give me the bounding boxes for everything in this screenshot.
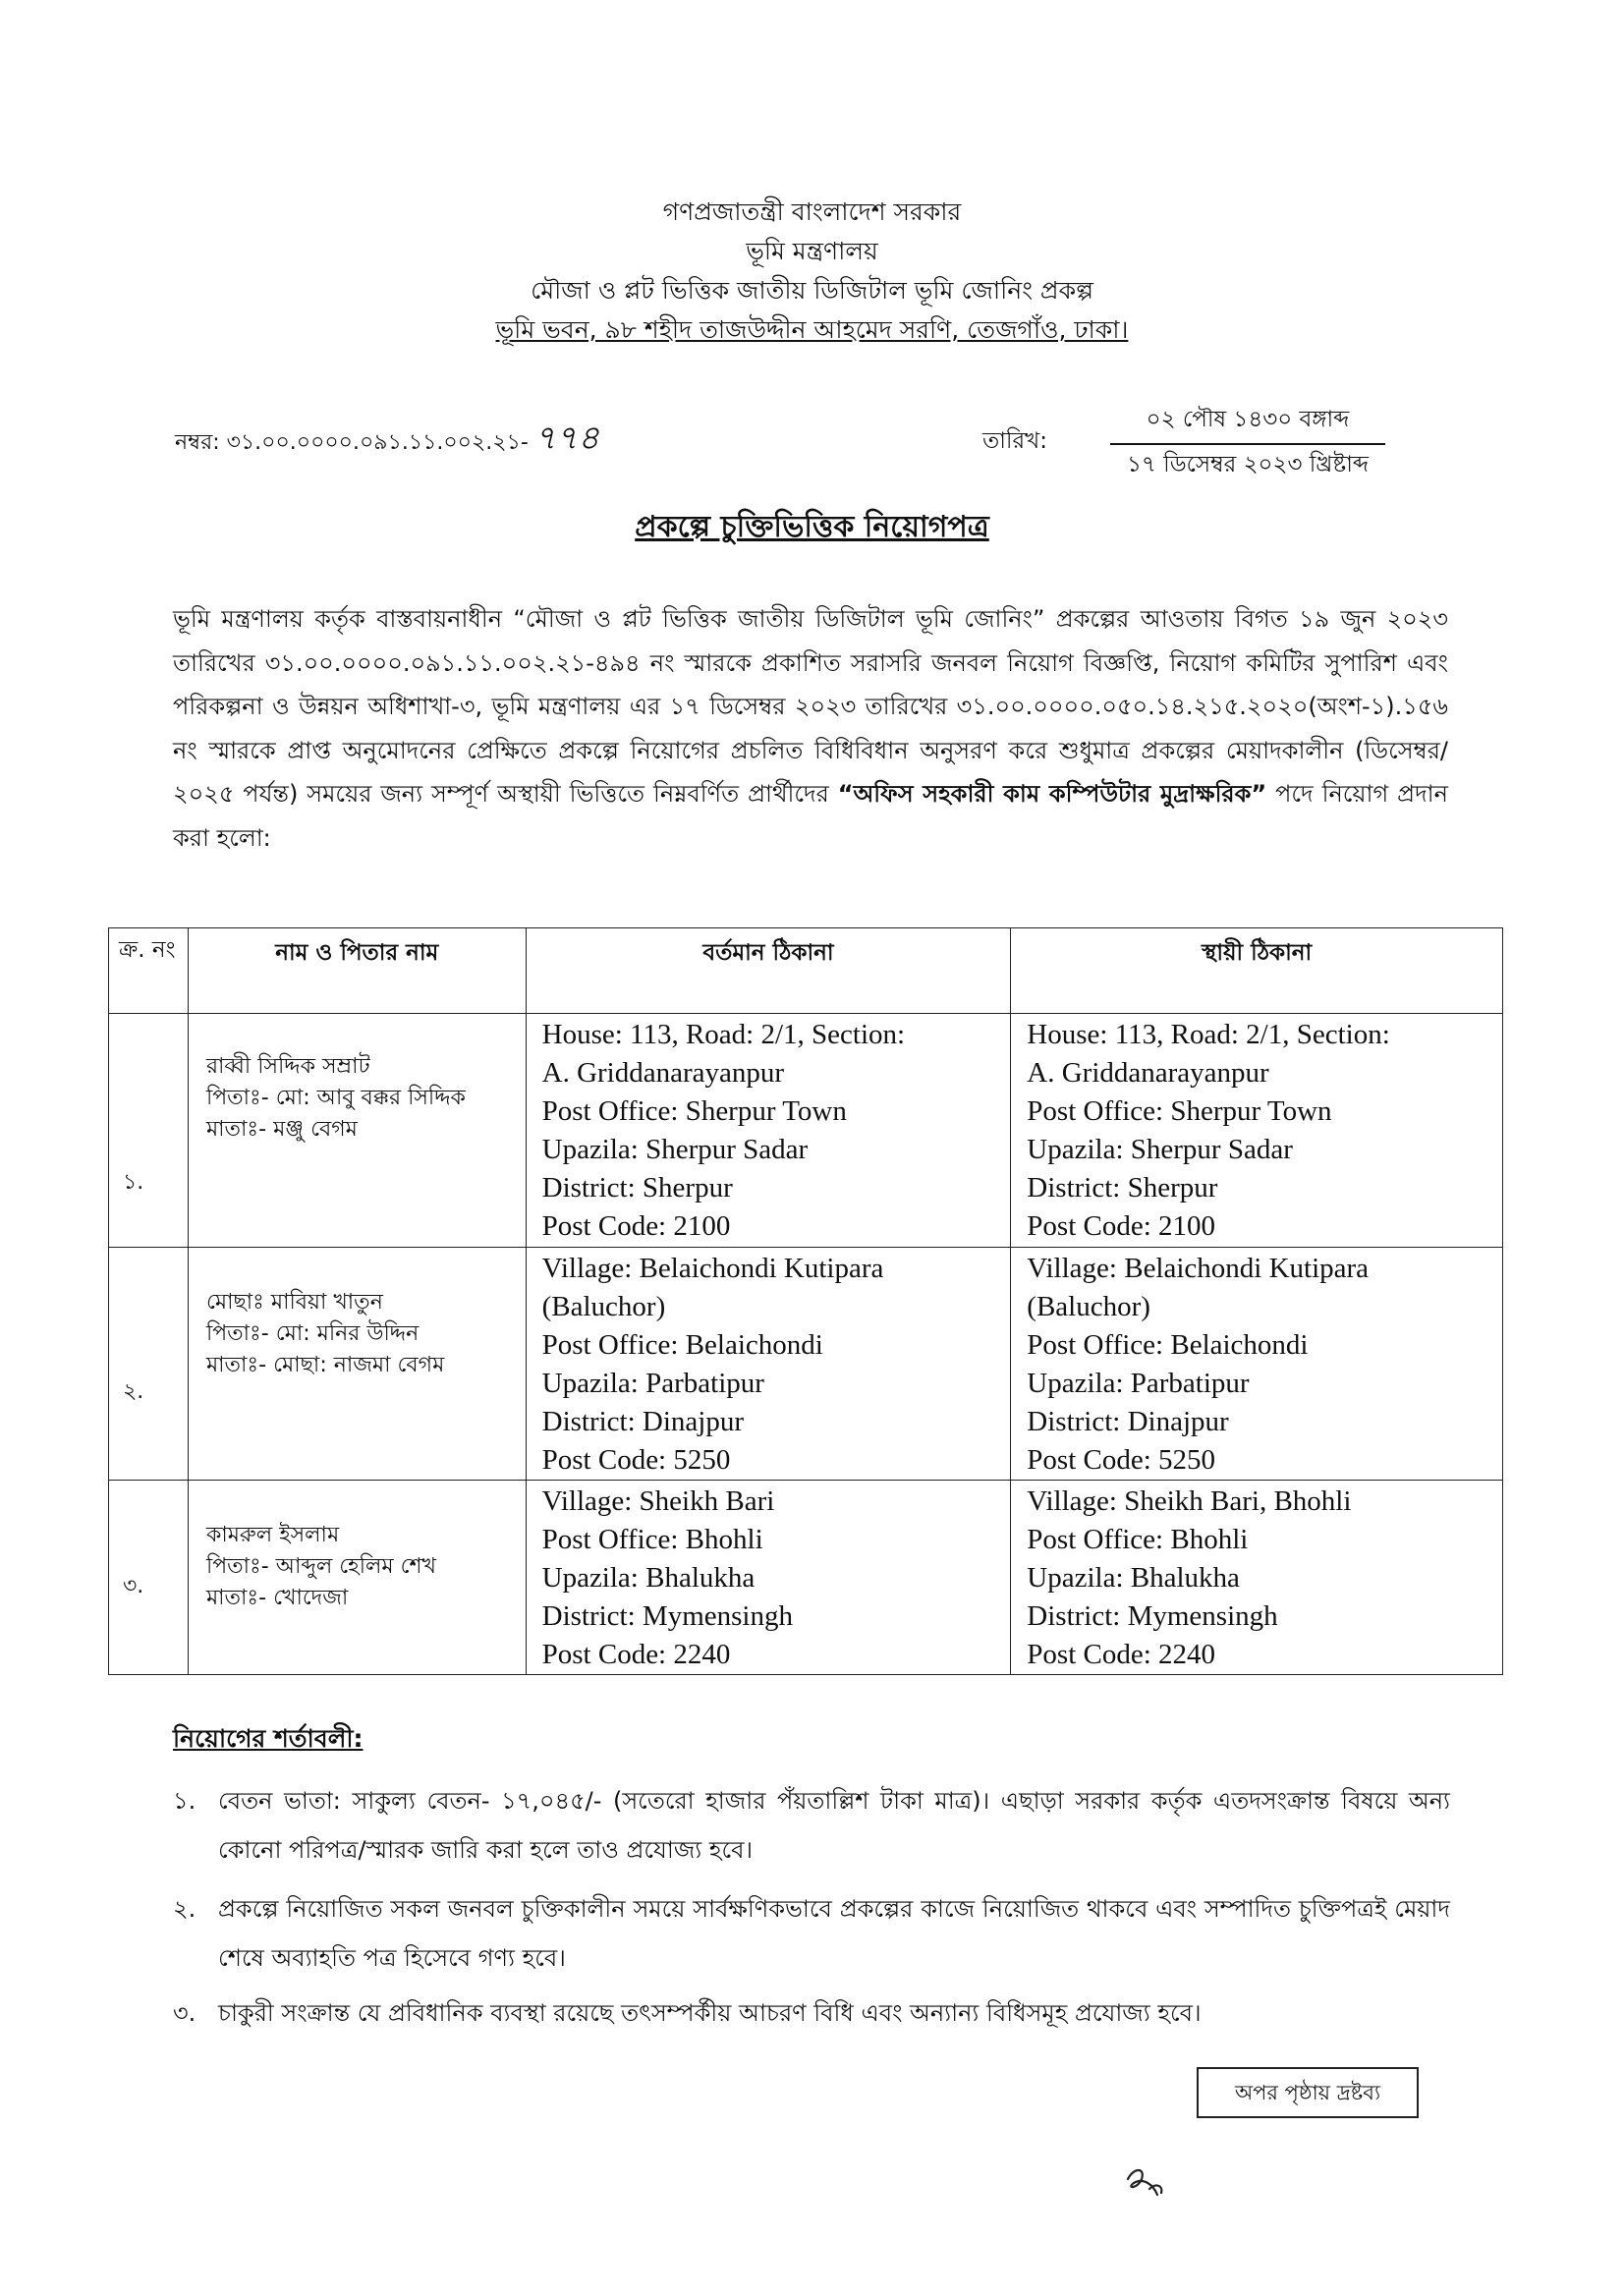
address-line: Village: Sheikh Bari, Bhohli xyxy=(1027,1485,1352,1517)
condition-text: প্রকল্পে নিয়োজিত সকল জনবল চুক্তিকালীন সময়ে সার্বক্ষণিকভাবে প্রকল্পের কাজে নিয়োজিত থাকবে এবং সম্পাদিত চুক্তিপত্রই মেয়াদ শেষে অব্যাহতি পত্র হিসেবে গণ্য হবে। xyxy=(218,1895,1450,1972)
memo-number xyxy=(175,413,599,469)
address-line: Post Code: 2240 xyxy=(541,1639,731,1670)
appointee-name: কামরুল ইসলাম xyxy=(205,1523,340,1547)
appointee-table xyxy=(108,927,1503,1675)
address-line: Post Office: Belaichondi xyxy=(541,1329,823,1361)
letterhead xyxy=(0,193,1624,350)
address-line: Post Code: 5250 xyxy=(1027,1444,1216,1476)
date-english: ১৭ ডিসেম্বর ২০২৩ খ্রিষ্টাব্দ xyxy=(1126,452,1370,477)
conditions-title: নিয়োগের শর্তাবলী: xyxy=(173,1724,364,1753)
address-line: Post Office: Bhohli xyxy=(1027,1524,1249,1555)
address-line: Post Code: 2100 xyxy=(1027,1210,1216,1242)
address-line: Post Code: 2240 xyxy=(1027,1639,1216,1670)
address-line: Post Office: Sherpur Town xyxy=(1027,1095,1332,1127)
header-permanent-address: স্থায়ী ঠিকানা xyxy=(1011,928,1503,1014)
condition-number: ২. xyxy=(173,1895,196,1923)
address-line: District: Mymensingh xyxy=(1027,1600,1278,1632)
address-line: Post Office: Sherpur Town xyxy=(541,1095,847,1127)
address-line: House: 113, Road: 2/1, Section: xyxy=(541,1019,906,1050)
condition-item xyxy=(173,1776,1450,1875)
address-line: (Baluchor) xyxy=(541,1291,666,1322)
address-line: Village: Belaichondi Kutipara xyxy=(541,1253,884,1284)
header-sl: ক্র. নং xyxy=(109,928,189,1014)
initial-signature xyxy=(1120,2159,1179,2209)
address-line: Village: Belaichondi Kutipara xyxy=(1027,1253,1370,1284)
intro-text: ভূমি মন্ত্রণালয় কর্তৃক বাস্তবায়নাধীন “মৌজা ও প্লট ভিত্তিক জাতীয় ডিজিটাল ভূমি জোনিং” প্রকল্পের আওতায় বিগত ১৯ জুন ২০২৩ তারিখের ৩১.০০.০০০০.০৯১.১১.০০২.২১-৪৯৪ নং স্মারকে প্রকাশিত সরাসরি জনবল নিয়োগ বিজ্ঞপ্তি, নিয়োগ কমিটির সুপারিশ এবং পরিকল্পনা ও উন্নয়ন অধিশাখা-৩, ভূমি মন্ত্রণালয় এর ১৭ ডিসেম্বর ২০২৩ তারিখের ৩১.০০.০০০০.০৫০.১৪.২১৫.২০২০(অংশ-১).১৫৬ নং স্মারকে প্রাপ্ত অনুমোদনের প্রেক্ষিতে প্রকল্পে নিয়োগের প্রচলিত বিধিবিধান অনুসরণ করে শুধুমাত্র প্রকল্পের মেয়াদকালীন (ডিসেম্বর/২০২৫ পর্যন্ত) সময়ের জন্য সম্পূর্ণ অস্থায়ী ভিত্তিতে নিম্নবর্ণিত প্রার্থীদের xyxy=(173,605,1448,808)
memo-number-label: নম্বর: ৩১.০০.০০০০.০৯১.১১.০০২.২১- xyxy=(175,430,529,455)
address-line: (Baluchor) xyxy=(1027,1291,1150,1322)
row-sl: ২. xyxy=(109,1248,189,1481)
condition-text: বেতন ভাতা: সাকুল্য বেতন- ১৭,০৪৫/- (সতেরো হাজার পঁয়তাল্লিশ টাকা মাত্র)। এছাড়া সরকার কর্তৃক এতদসংক্রান্ত বিষয়ে অন্য কোনো পরিপত্র/স্মারক জারি করা হলে তাও প্রযোজ্য হবে। xyxy=(218,1787,1450,1864)
address-line: A. Griddanarayanpur xyxy=(1027,1057,1269,1089)
address-line: Post Code: 5250 xyxy=(541,1444,731,1476)
condition-text: চাকুরী সংক্রান্ত যে প্রবিধানিক ব্যবস্থা রয়েছে তৎসম্পর্কীয় আচরণ বিধি এবং অন্যান্য বিধিসমূহ প্রযোজ্য হবে। xyxy=(218,1999,1202,2027)
condition-number: ৩. xyxy=(173,1999,196,2027)
address-line: Post Code: 2100 xyxy=(541,1210,731,1242)
address-line: District: Dinajpur xyxy=(541,1406,745,1437)
address-line: District: Sherpur xyxy=(541,1172,733,1204)
row-name-cell xyxy=(188,1248,526,1481)
present-address-cell xyxy=(526,1248,1011,1481)
office-address: ভূমি ভবন, ৯৮ শহীদ তাজউদ্দীন আহমেদ সরণি, তেজগাঁও, ঢাকা। xyxy=(495,315,1129,344)
row-sl: ৩. xyxy=(109,1481,189,1675)
address-line: House: 113, Road: 2/1, Section: xyxy=(1027,1019,1390,1050)
header-present-address: বর্তমান ঠিকানা xyxy=(526,928,1011,1014)
row-name-cell xyxy=(188,1481,526,1675)
address-line: District: Dinajpur xyxy=(1027,1406,1229,1437)
table-header-row xyxy=(109,928,1503,1014)
condition-item xyxy=(173,1988,1450,2038)
father-name: পিতাঃ- মো: আবু বক্কর সিদ্দিক xyxy=(205,1086,466,1110)
table-row xyxy=(109,1248,1503,1481)
memo-handwritten-number: ৭৭৪ xyxy=(533,419,600,458)
intro-paragraph xyxy=(173,597,1448,860)
address-line: Upazila: Bhalukha xyxy=(541,1562,756,1594)
address-line: Upazila: Sherpur Sadar xyxy=(541,1134,809,1165)
ministry-name: ভূমি মন্ত্রণালয় xyxy=(746,237,878,265)
address-line: Post Office: Bhohli xyxy=(541,1524,763,1555)
present-address-cell xyxy=(526,1481,1011,1675)
father-name: পিতাঃ- আব্দুল হেলিম শেখ xyxy=(205,1554,436,1579)
address-line: Village: Sheikh Bari xyxy=(541,1485,775,1517)
document-title: প্রকল্পে চুক্তিভিত্তিক নিয়োগপত্র xyxy=(635,510,989,544)
header-name: নাম ও পিতার নাম xyxy=(188,928,526,1014)
appointee-name: মোছাঃ মাবিয়া খাতুন xyxy=(205,1290,383,1315)
present-address-cell xyxy=(526,1014,1011,1248)
intro-tail: পদে নিয়োগ প্রদান করা হলো: xyxy=(173,780,1448,852)
address-line: A. Griddanarayanpur xyxy=(541,1057,785,1089)
address-line: District: Sherpur xyxy=(1027,1172,1218,1204)
mother-name: মাতাঃ- খোদেজা xyxy=(205,1586,349,1610)
address-line: District: Mymensingh xyxy=(541,1600,793,1632)
permanent-address-cell xyxy=(1011,1481,1503,1675)
row-sl: ১. xyxy=(109,1014,189,1248)
next-page-note: অপর পৃষ্ঠায় দ্রষ্টব্য xyxy=(1197,2067,1419,2118)
govt-name: গণপ্রজাতন্ত্রী বাংলাদেশ সরকার xyxy=(662,197,962,226)
appointee-name: রাব্বী সিদ্দিক সম্রাট xyxy=(205,1054,370,1079)
date-bangla: ০২ পৌষ ১৪৩০ বঙ্গাব্দ xyxy=(1110,401,1385,445)
father-name: পিতাঃ- মো: মনির উদ্দিন xyxy=(205,1321,420,1346)
address-line: Upazila: Sherpur Sadar xyxy=(1027,1134,1293,1165)
mother-name: মাতাঃ- মঞ্জু বেগম xyxy=(205,1117,358,1142)
condition-item xyxy=(173,1884,1450,1983)
permanent-address-cell xyxy=(1011,1248,1503,1481)
address-line: Post Office: Belaichondi xyxy=(1027,1329,1309,1361)
project-name: মৌজা ও প্লট ভিত্তিক জাতীয় ডিজিটাল ভূমি জোনিং প্রকল্প xyxy=(531,276,1093,305)
permanent-address-cell xyxy=(1011,1014,1503,1248)
post-name: “অফিস সহকারী কাম কম্পিউটার মুদ্রাক্ষরিক” xyxy=(837,780,1267,808)
date-label: তারিখ: xyxy=(982,428,1048,454)
mother-name: মাতাঃ- মোছা: নাজমা বেগম xyxy=(205,1353,445,1377)
address-line: Upazila: Parbatipur xyxy=(541,1368,764,1399)
address-line: Upazila: Parbatipur xyxy=(1027,1368,1250,1399)
condition-number: ১. xyxy=(173,1787,196,1815)
address-line: Upazila: Bhalukha xyxy=(1027,1562,1240,1594)
table-row xyxy=(109,1014,1503,1248)
row-name-cell xyxy=(188,1014,526,1248)
table-row xyxy=(109,1481,1503,1675)
